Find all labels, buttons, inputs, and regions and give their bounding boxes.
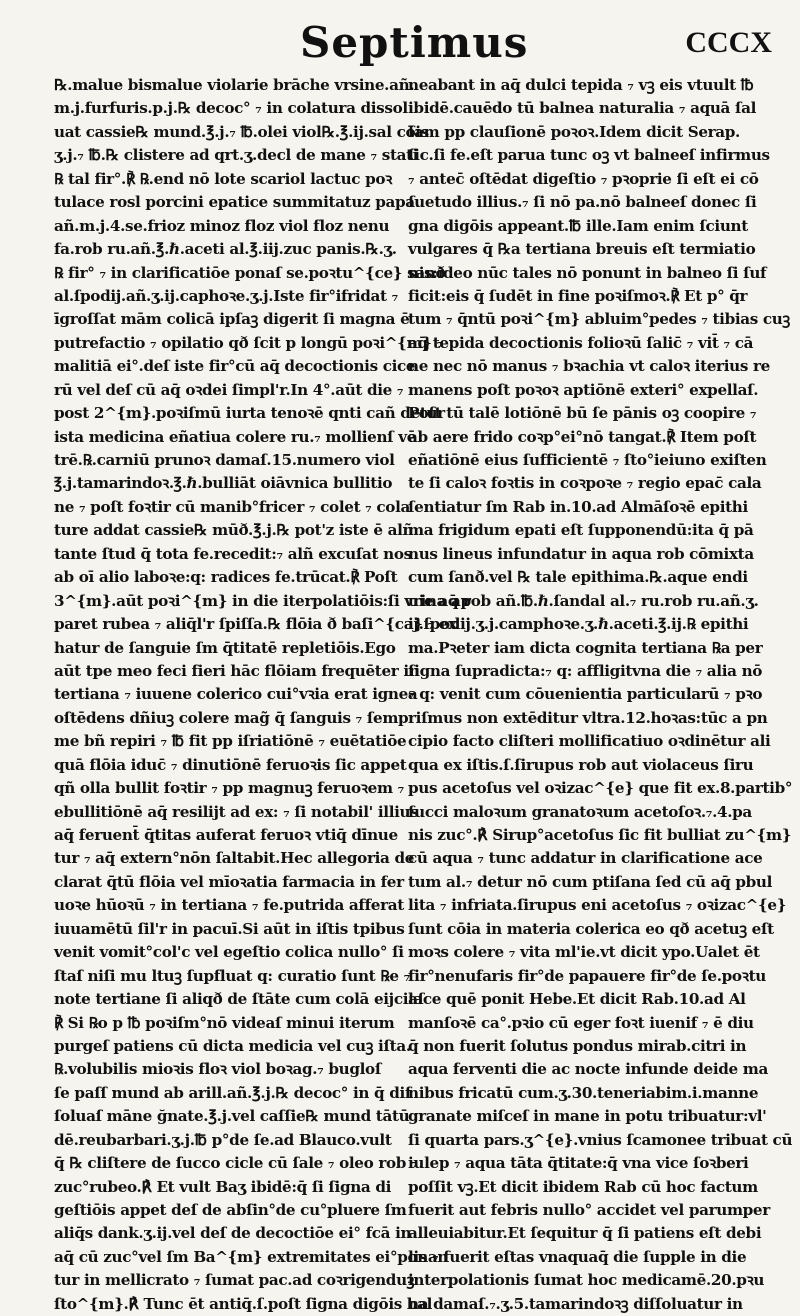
text-line: tum al.₇ detur nō cum ptiſana ſed cū aq̄ pbul xyxy=(408,872,773,891)
text-line: ℥.j.tamarindoꝛ.℥.ℏ.bulliāt oiāvnica bullitio xyxy=(54,474,393,493)
text-line: ℞ tal fir°.℟ ℞.end nō lote scariol lactuc poꝛ xyxy=(54,169,393,188)
text-line: purgeſ patiens cū dicta medicia vel cuꝫ iſta. xyxy=(54,1036,411,1055)
text-line: iulep ₇ aqua tāta q̄titate:q̄ vna vice ſoꝛberi xyxy=(408,1154,749,1173)
text-line: ſentiatur ſm Rab in.10.ad Almāſoꝛē epithi xyxy=(408,497,748,516)
text-line: tante ſtud q̄ tota fe.recedit:₇ alñ excuſat nos xyxy=(54,544,412,563)
text-line: post 2^{m}.poꝛiſmū iurta tenoꝛē qnti cañ detur xyxy=(54,404,445,423)
text-line: īgroſſat mām colicā ipſaꝫ digerit ſi magna ē xyxy=(54,310,410,329)
text-line: lis ₇ fuerit eſtas vnaquaq̄ die ſupple in die xyxy=(408,1247,747,1266)
text-line: nis:ideo nūc tales nō ponunt in balneo ſi ſuf xyxy=(408,263,767,282)
text-line: manens poſt poꝛoꝛ aptiōnē exteri° expellaſ. xyxy=(408,380,759,399)
text-line: uoꝛe hūoꝛū ₇ in tertiana ₇ fe.putrida afferat xyxy=(54,896,404,915)
text-line: aliq̄s dank.ʒ.ij.vel deſ de decoctiōe ei° fcā in xyxy=(54,1224,412,1243)
text-line: poſſit vꝫ.Et dicit ibidem Rab cū hoc factum xyxy=(408,1177,758,1196)
text-line: te ſi caloꝛ foꝛtis in coꝛpoꝛe ₇ regio epac̄ cala xyxy=(408,474,762,493)
text-line: moꝛs colere ₇ vita ml'ie.vt dicit ypo.Ualet ēt xyxy=(408,943,760,962)
text-line: quā flōia iduc̄ ₇ dinutiōnē feruoꝛis ſic appet xyxy=(54,755,407,774)
text-line: ℟ Si ℞o p ℔ poꝛiſm°nō videaſ minui iterum xyxy=(54,1013,395,1032)
text-line: tum ₇ q̄ntū poꝛi^{m} abluim°pedes ₇ tibias cuꝫ xyxy=(408,310,790,329)
text-line: ℞ fir° ₇ in clarificatiōe ponaſ se.poꝛtu^{ce} sanð xyxy=(54,263,446,282)
text-line: vulgares q̄ ℞a tertiana breuis eſt termiatio xyxy=(408,240,756,259)
text-line: al.ſpodij.añ.ʒ.ij.caphoꝛe.ʒ.j.Iste fir°ifridat ₇ xyxy=(54,286,398,305)
text-line: ebullitiōnē aq̄ resilijt ad ex: ₇ ſi notabil' illius xyxy=(54,802,419,821)
text-line: ſigna ſupradicta:₇ q: affligitvna die ₇ alia nō xyxy=(408,661,763,680)
text-line: gna digōis appeant.℔ ille.Iam enim ſciunt xyxy=(408,216,748,235)
text-line: ma frigidum epati eſt ſupponendū:ita q̄ pā xyxy=(408,521,754,540)
text-column-left xyxy=(54,74,471,1316)
text-line: tulace rosl porcini epatice summitatuz papa. xyxy=(54,193,420,212)
text-line: interpolationis ſumat hoc medicamē.20.pꝛu xyxy=(408,1271,765,1290)
text-line: note tertiane ſi aliqð de ſtāte cum colā eijciaſ xyxy=(54,990,424,1009)
text-line: na damaſ.₇.ʒ.5.tamarindoꝛꝫ diſſoluatur in xyxy=(408,1294,743,1313)
text-line: aūt tpe meo feci fieri hāc flōiam frequēter in xyxy=(54,661,420,680)
text-line: nus lineus infundatur in aqua rob cōmixta xyxy=(408,544,754,563)
text-line: eñatiōnē eius ſufficientē ₇ ſto°ieiuno exiſten xyxy=(408,451,767,469)
text-line: rū vel deſ cū aq̄ oꝛdei ſimpl'r.In 4°.aūt die ₇ xyxy=(54,380,404,399)
text-line: ab aere frido coꝛp°ei°nō tangat.℟ Item poſt xyxy=(408,427,757,446)
text-line: alleuiabitur.Et ſequitur q̄ ſi patiens eſt debi xyxy=(408,1224,762,1243)
running-title: Septimus xyxy=(300,18,529,67)
text-line: ſtaſ niſi mu ltuꝫ ſupfluat q: curatio ſunt ℞e ₇ xyxy=(54,966,410,985)
text-line: malitiā ei°.deſ iste fir°cū aq̄ decoctionis cice xyxy=(54,357,416,376)
text-line: tur in mellicrato ₇ ſumat pac.ad coꝛrigenduꝫ xyxy=(54,1271,415,1290)
text-line: ſe paſſ mund ab arill.añ.℥.j.℞ decoc° in q̄ diſ xyxy=(54,1083,412,1102)
text-line: ture addat cassie℞ mūð.℥.j.℞ pot'z iste ē alñ xyxy=(54,521,414,540)
text-line: q̄ ℞ cliſtere de ſucco cicle cū ſale ₇ oleo rob ₇ xyxy=(54,1154,418,1173)
text-line: putrefactio ₇ opilatio qð ſcit p longū poꝛi^{m} ₇ xyxy=(54,333,443,352)
text-line: pus acetoſus vel oꝛizac^{e} que fit ex.8.partib° xyxy=(408,779,793,798)
text-line: ab oī alio laboꝛe:q: radices fe.trūcat.℟ Poſt xyxy=(54,568,398,587)
text-column-right xyxy=(408,74,793,1316)
text-line: iuuamētū ſil'r in pacuī.Si aūt in iſtis tpibus xyxy=(54,919,405,938)
text-line: ₇ q: venit cum cōuenientia particularū ₇ pꝛo xyxy=(408,685,763,704)
text-line: tertiana ₇ iuuene colerico cui°vꝛia erat ignea xyxy=(54,685,418,704)
text-line: aq̄ tepida decoctionis folioꝛū ſalic̄ ₇ vit̄ ₇ cā xyxy=(408,333,754,352)
text-line: uat cassie℞ mund.℥.j.₇ ℔.olei viol℞.℥.ij.sal cōis xyxy=(54,122,429,141)
text-line: hatur de ſanguie ſm q̄titatē repletiōis.Ego xyxy=(54,638,396,657)
text-line: lita ₇ infriata.ſirupus eni acetoſus ₇ oꝛizac^{e} xyxy=(408,896,787,915)
text-line: me bñ repiri ₇ ℔ fit pp iſriatiōnē ₇ euētatiōe xyxy=(54,732,407,751)
text-line: cum ſanð.vel ℞ tale epithima.℞.aque endi xyxy=(408,568,748,587)
text-line: uie aq̄ rob añ.℔.ℏ.ſandal al.₇ ru.rob ru.añ.ʒ. xyxy=(408,591,759,610)
text-line: granate miſceſ in mane in potu tribuatur:vl' xyxy=(408,1107,767,1126)
text-line: ʒ.j.₇ ℔.℞ clistere ad qrt.ʒ.decl de mane ₇ stati xyxy=(54,146,419,165)
folio-number: CCCX xyxy=(685,26,772,59)
text-line: ſucci maloꝛum granatoꝛum acetoſoꝛ.₇.4.pa xyxy=(408,802,752,821)
text-line: dē.reubarbari.ʒ.j.℔ p°de ſe.ad Blauco.vult xyxy=(54,1130,392,1149)
text-line: riſmus non extēditur vltra.12.hoꝛas:tūc a pn xyxy=(408,708,768,727)
text-line: ne nec nō manus ₇ bꝛachia vt caloꝛ iterius re xyxy=(408,357,770,376)
text-line: ſuetudo illius.₇ ſi nō pa.nō balneeſ donec ſi xyxy=(408,193,757,212)
text-line: fa.rob ru.añ.℥.ℏ.aceti al.℥.iij.zuc panis.℞.ʒ. xyxy=(54,240,397,259)
text-line: m.j.furfuris.p.j.℞ decoc° ₇ in colatura dissol xyxy=(54,99,408,118)
text-line: aq̄ feruent̄ q̄titas auferat feruoꝛ vtiq̄ dīnue xyxy=(54,826,398,844)
text-line: clarat q̄tū flōia vel mīoꝛatia farmacia in fer xyxy=(54,872,404,891)
text-line: manſoꝛē ca°.pꝛio cū eger foꝛt iuenif ₇ ē diu xyxy=(408,1013,754,1032)
text-line: ne ₇ poſt foꝛtir cū manib°fricer ₇ colet ₇ cola xyxy=(54,497,410,516)
text-line: ibidē.cauēdo tū balnea naturalia ₇ aquā ſal xyxy=(408,99,757,118)
text-line: nibus fricatū cum.ʒ.30.teneriabim.i.manne xyxy=(408,1083,759,1102)
text-line: fir°nenufaris fir°de papauere fir°de ſe.poꝛtu xyxy=(408,966,766,985)
text-line: oſtēdens dñiuꝫ colere mag̃ q̄ ſanguis ₇ ſemp xyxy=(54,708,409,727)
text-line: fuerit aut febris nullo° accidet vel parumper xyxy=(408,1201,770,1219)
text-line: 3^{m}.aūt poꝛi^{m} in die iterpolatiōis:ſi vrina ap xyxy=(54,591,471,610)
text-line: ſto^{m}.℟ Tunc ēt antiq̄.ſ.poſt ſigna digōis bal xyxy=(54,1294,433,1313)
text-line: añ.m.j.4.se.frioz minoz floz viol floz nenu xyxy=(54,216,390,235)
text-line: ℞.volubilis mioꝛis floꝛ viol boꝛag.₇ bugloſ xyxy=(54,1060,382,1079)
text-line: q̄ non fuerit ſolutus pondus mirab.citri in xyxy=(408,1036,747,1055)
text-line: aqua ferventi die ac nocte infunde deide ma xyxy=(408,1060,769,1079)
text-line: trē.℞.carniū prunoꝛ damaſ.15.numero viol xyxy=(54,451,395,469)
text-line: nis zuc°.℟ Sirup°acetoſus ſic fit bulliat zu^{m} xyxy=(408,826,792,844)
text-line: cipio facto cliſteri mollificatiuo oꝛdinētur ali xyxy=(408,732,771,751)
text-line: cū aqua ₇ tunc addatur in clarificatione ace xyxy=(408,849,763,868)
text-line: ſi quarta pars.ʒ^{e}.vnius ſcamonee tribuat cū xyxy=(408,1130,793,1149)
text-line: qua ex iſtis.ſ.ſirupus rob aut violaceus ſiru xyxy=(408,755,754,774)
text-line: ſic.ſi fe.eſt parua tunc oꝫ vt balneeſ infirmus xyxy=(408,146,770,165)
text-line: ista medicina eñatiua colere ru.₇ mollienſ vē xyxy=(54,427,417,446)
text-line: zuc°rubeo.℟ Et vult Baʒ ibidē:q̄ ſi ſigna di xyxy=(54,1177,392,1196)
text-line: ℞.malue bismalue violarie brāche vrsine.añ. xyxy=(54,76,415,94)
text-line: paret rubea ₇ aliq̄l'r ſpiſſa.℞ flōia ð baſi^{ca} ₇ ex xyxy=(54,615,457,634)
text-line: ſoluaſ māne ğnate.℥.j.vel caſſie℞ mund tātū xyxy=(54,1107,410,1126)
text-line: ſunt cōia in materia colerica eo qð acetuꝫ eſt xyxy=(408,919,774,938)
text-line: aq̄ cū zuc°vel ſm Ba^{m} extremitates ei°ponan xyxy=(54,1247,449,1266)
text-line: Poſt tū talē lotiōnē bū ſe pānis oꝫ coopire ₇ xyxy=(408,404,757,423)
text-line: geſtiōis appet deſ de abſin°de cu°pluere ſm xyxy=(54,1201,407,1219)
text-line: ma.Pꝛeter iam dicta cognita tertiana ℞a per xyxy=(408,638,763,657)
text-line: ſam pp clauſionē poꝛoꝛ.Idem dicit Serap. xyxy=(408,122,740,141)
text-line: venit vomit°col'c vel egeſtio colica nullo° ſi xyxy=(54,943,404,962)
text-line: qñ olla bullit foꝛtir ₇ pp magnuꝫ feruoꝛem ₇ xyxy=(54,779,404,798)
text-line: neabant in aq̄ dulci tepida ₇ vꝫ eis vtuult ℔ xyxy=(408,76,754,94)
text-line: ₇ antec̄ oſtēdat digeſtio ₇ pꝛoprie ſi eſt ei cō xyxy=(408,169,759,188)
text-line: lace quē ponit Hebe.Et dicit Rab.10.ad Al xyxy=(408,990,746,1009)
text-line: ij.ſpodij.ʒ.j.camphoꝛe.ʒ.ℏ.aceti.℥.ij.℞ epithi xyxy=(408,615,749,634)
text-line: ficit:eis q̄ ſudēt in fine poꝛiſmoꝛ.℟ Et p° q̄r xyxy=(408,286,748,305)
text-line: tur ₇ aq̄ extern°nōn ſaltabit.Hec allegoria de xyxy=(54,849,415,868)
